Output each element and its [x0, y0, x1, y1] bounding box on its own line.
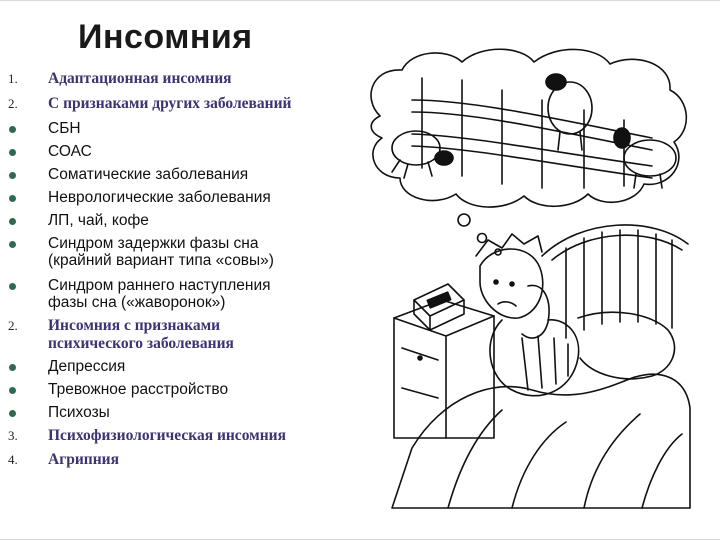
list-item-text: Инсомния с признаками — [48, 317, 221, 334]
bullet-icon — [9, 218, 16, 225]
sheep-icon — [546, 74, 592, 150]
list-item-text: Агрипния — [48, 451, 119, 468]
list-item-text: С признаками других заболеваний — [48, 95, 292, 112]
frame-top — [0, 0, 720, 1]
list-item-text-continued: психического заболевания — [48, 335, 234, 352]
bullet-icon — [9, 241, 16, 248]
alarm-clock-icon — [414, 284, 464, 330]
insomnia-cartoon-icon — [352, 38, 698, 512]
bullet-icon — [9, 149, 16, 156]
list-item-text: Синдром задержки фазы сна — [48, 235, 259, 252]
bullet-icon — [9, 283, 16, 290]
bed-headboard-icon — [542, 225, 688, 338]
nightstand-icon — [394, 300, 494, 438]
list-number: 3. — [8, 428, 18, 443]
slide-title: Инсомния — [78, 18, 253, 56]
list-number: 2. — [8, 318, 18, 333]
list-item-text: Адаптационная инсомния — [48, 70, 232, 87]
list-item-text: Неврологические заболевания — [48, 189, 271, 206]
bullet-icon — [9, 172, 16, 179]
list-item-text-continued: фазы сна («жаворонок») — [48, 294, 226, 311]
bullet-icon — [9, 387, 16, 394]
list-item-text: Синдром раннего наступления — [48, 277, 271, 294]
list-item-text: Тревожное расстройство — [48, 381, 229, 398]
list-item-text: СБН — [48, 120, 81, 137]
list-item-text-continued: (крайний вариант типа «совы») — [48, 252, 274, 269]
list-number: 4. — [8, 452, 18, 467]
list-item-text: СОАС — [48, 143, 92, 160]
list-item-text: Соматические заболевания — [48, 166, 249, 183]
list-number: 1. — [8, 71, 18, 86]
bullet-icon — [9, 364, 16, 371]
list-number: 2. — [8, 96, 18, 111]
list-item-text: Депрессия — [48, 358, 126, 375]
bullet-icon — [9, 410, 16, 417]
list-item-text: ЛП, чай, кофе — [48, 212, 149, 229]
list-item-text: Психофизиологическая инсомния — [48, 427, 286, 444]
blanket-icon — [392, 374, 690, 508]
pillow-icon — [578, 312, 675, 379]
bullet-icon — [9, 195, 16, 202]
bullet-icon — [9, 126, 16, 133]
thought-cloud-icon — [371, 49, 686, 207]
list-item-text: Психозы — [48, 404, 110, 421]
